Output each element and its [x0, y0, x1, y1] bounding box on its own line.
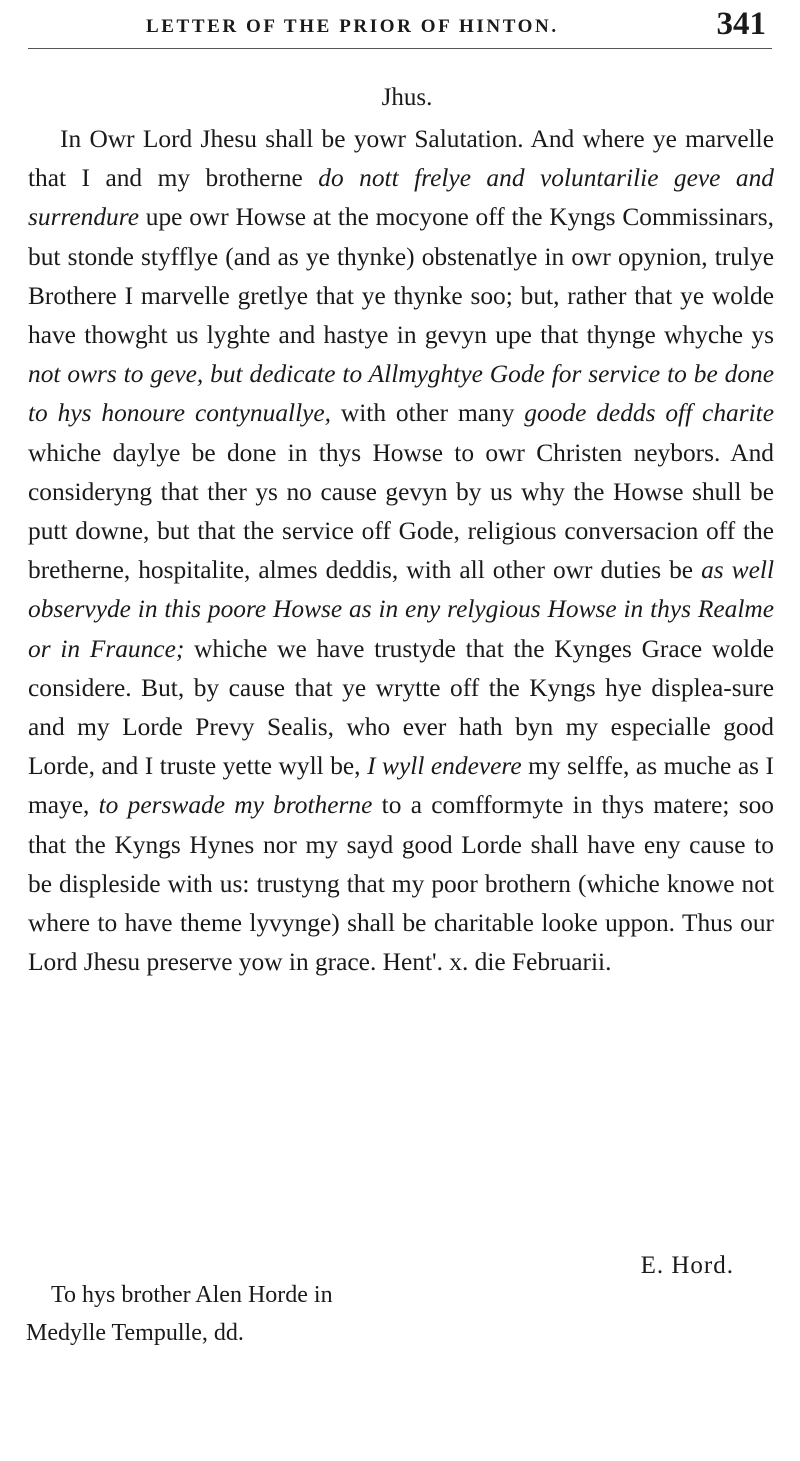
italic-segment: as well observyde in this poore Howse as in eny relygious Howse in thys Realme or in Fraunce;: [28, 556, 774, 663]
text-segment: with other many: [331, 399, 525, 428]
text-segment: my selffe, as muche as I maye,: [28, 752, 774, 820]
header-rule: [28, 48, 772, 49]
running-head: [28, 6, 772, 46]
letter-body: [28, 120, 774, 982]
text-segment: whiche we have trustyde that the Kynges Grace wolde considere. But, by cause that ye wrytte off the Kyngs hye displea-sure and my Lorde Prevy Sealis, who ever hath byn my especialle good Lorde, and I truste yette wyll be,: [28, 634, 774, 781]
address-line: To hys brother Alen Horde in: [51, 1282, 333, 1308]
italic-segment: I wyll endevere: [367, 752, 522, 781]
text-segment: upe owr Howse at the mocyone off the Kyngs Commissinars, but stonde styfflye (and as ye thynke) obstenatlye in owr opynion, trulye Brothere I marvelle gretlye that ye thynke soo; but, rather that ye wolde have thowght us lyghte and hastye in gevyn upe that thynge whyche ys: [28, 203, 774, 350]
address-line: Medylle Tempulle, dd.: [26, 1320, 244, 1346]
italic-segment: goode dedds off charite: [524, 399, 774, 428]
italic-segment: do nott frelye and voluntarilie geve and surrendure: [28, 164, 774, 232]
page-number: 341: [716, 6, 766, 42]
text-segment: to a comfformyte in thys matere; soo that the Kyngs Hynes nor my sayd good Lorde shall have eny cause to be displeside with us: trustyng that my poor brothern (whiche knowe not where to have theme lyvynge) shall be charitable looke uppon. Thus our Lord Jhesu preserve yow in grace. Hent'. x. die Februarii.: [28, 791, 774, 977]
address-block: [26, 1276, 333, 1352]
letter-heading: Jhus.: [381, 84, 433, 111]
text-segment: whiche daylye be done in thys Howse to owr Christen neybors. And consideryng that ther ys no cause gevyn by us why the Howse shull be putt downe, but that the service off Gode, religious conversacion off the bretherne, hospitalite, almes deddis, with all other owr duties be: [28, 438, 774, 585]
signature: E. Hord.: [640, 1252, 734, 1279]
running-title: LETTER OF THE PRIOR OF HINTON.: [146, 16, 559, 37]
letter-paragraph: [28, 120, 774, 982]
italic-segment: not owrs to geve, but dedicate to Allmyghtye Gode for service to be done to hys honoure contynuallye,: [28, 360, 774, 428]
text-segment: In Owr Lord Jhesu shall be yowr Salutation. And where ye marvelle that I and my brotherne: [28, 125, 774, 193]
italic-segment: to perswade my brotherne: [98, 791, 373, 820]
